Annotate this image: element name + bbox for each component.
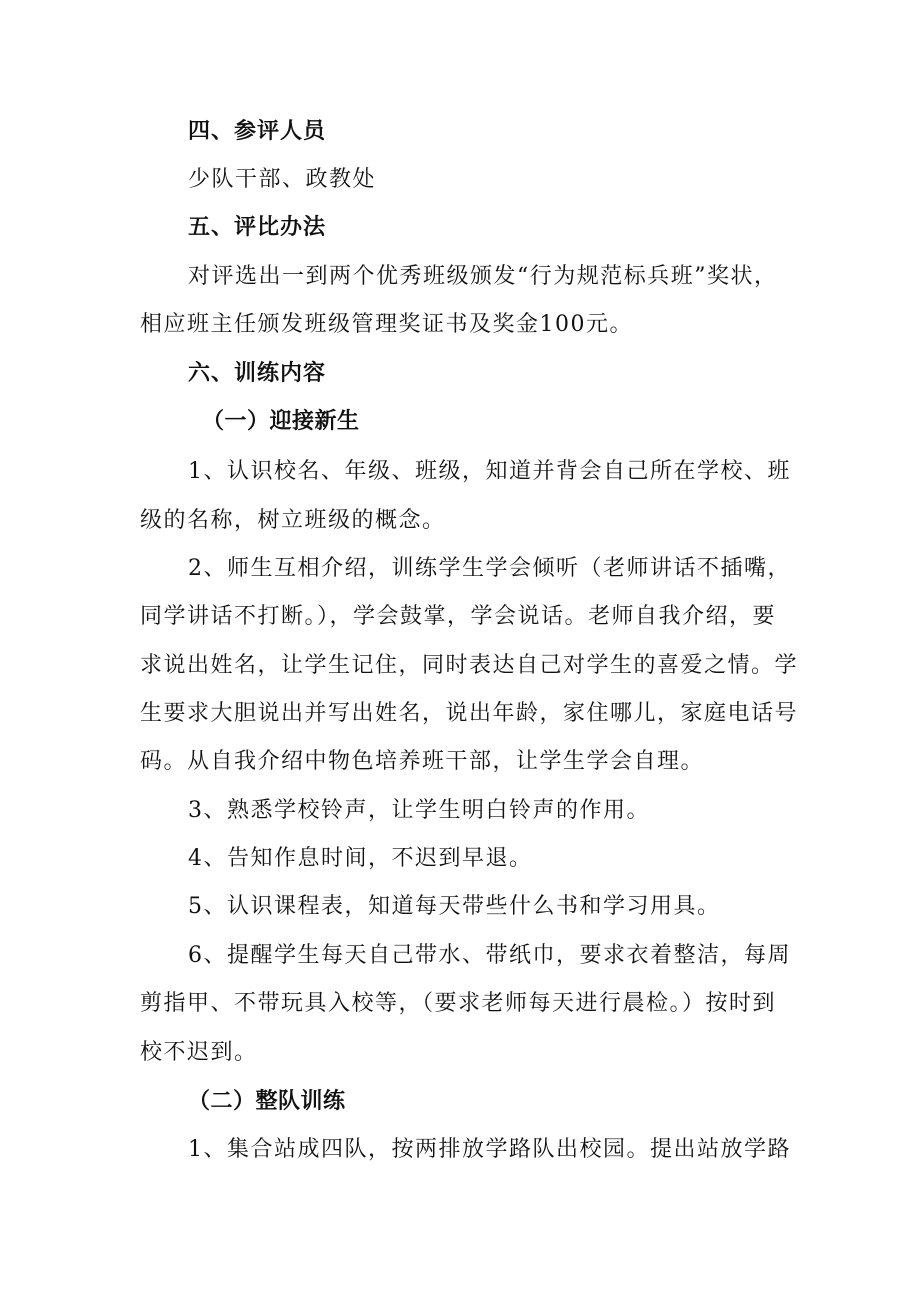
item-2-line-5: 码。从自我介绍中物色培养班干部，让学生学会自理。 <box>140 749 705 774</box>
evaluation-paragraph-line-2: 相应班主任颁发班级管理奖证书及奖金100元。 <box>140 312 633 337</box>
item-6-line-3: 校不迟到。 <box>140 1040 258 1065</box>
participants-text: 少队干部、政教处 <box>188 167 377 192</box>
item-6-line-1: 6、提醒学生每天自己带水、带纸巾，要求衣着整洁，每周 <box>188 943 791 968</box>
section-heading-evaluation-method: 五、评比办法 <box>188 215 327 240</box>
team-training-item-1-line-1: 1、集合站成四队，按两排放学路队出校园。提出站放学路 <box>188 1137 791 1162</box>
subsection-heading-welcome-new-students: （一）迎接新生 <box>202 409 360 434</box>
item-1-line-1: 1、认识校名、年级、班级，知道并背会自己所在学校、班 <box>188 459 791 484</box>
item-2-line-2: 同学讲话不打断。），学会鼓掌，学会说话。老师自我介绍，要 <box>140 604 777 629</box>
subsection-heading-team-training: （二）整队训练 <box>188 1089 346 1114</box>
item-2-line-1: 2、师生互相介绍，训练学生学会倾听（老师讲话不插嘴， <box>188 556 791 581</box>
item-2-line-4: 生要求大胆说出并写出姓名，说出年龄，家住哪儿，家庭电话号 <box>140 701 799 726</box>
item-2-line-3: 求说出姓名，让学生记住，同时表达自己对学生的喜爱之情。学 <box>140 653 799 678</box>
item-5-line-1: 5、认识课程表，知道每天带些什么书和学习用具。 <box>188 894 721 919</box>
evaluation-paragraph-line-1: 对评选出一到两个优秀班级颁发“行为规范标兵班”奖状， <box>188 264 778 289</box>
item-1-line-2: 级的名称，树立班级的概念。 <box>140 508 446 533</box>
section-heading-training-content: 六、训练内容 <box>188 361 327 386</box>
item-6-line-2: 剪指甲、不带玩具入校等，（要求老师每天进行晨检。）按时到 <box>140 991 777 1016</box>
item-4-line-1: 4、告知作息时间，不迟到早退。 <box>188 846 533 871</box>
item-3-line-1: 3、熟悉学校铃声，让学生明白铃声的作用。 <box>188 798 650 823</box>
section-heading-participants: 四、参评人员 <box>188 119 327 144</box>
